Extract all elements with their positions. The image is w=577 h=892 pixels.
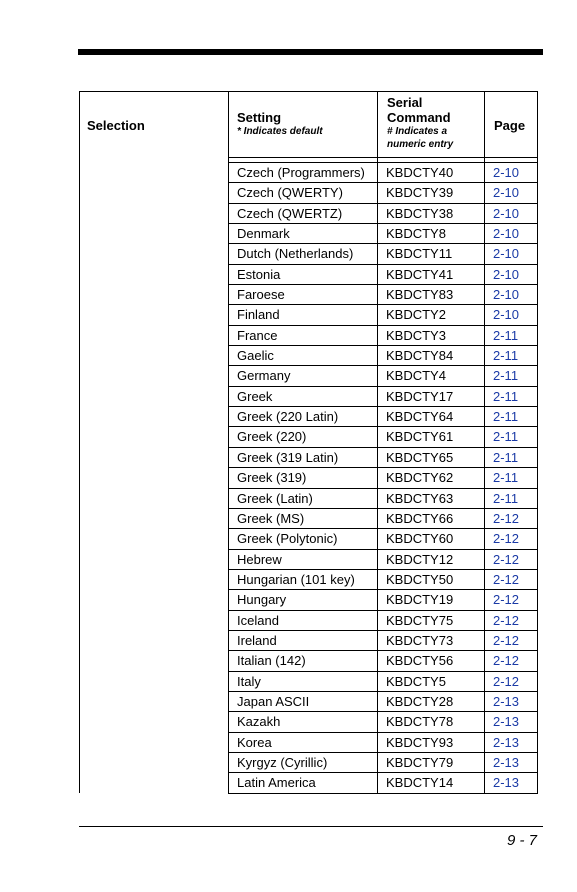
header-serial-note-line1: # Indicates a <box>387 126 448 137</box>
setting-cell: Korea <box>237 734 272 750</box>
setting-cell: Greek (220 Latin) <box>237 409 339 425</box>
header-setting-label: Setting <box>237 110 282 125</box>
setting-cell: Iceland <box>237 612 279 628</box>
table-row <box>228 672 538 692</box>
page-link[interactable]: 2-12 <box>493 673 520 689</box>
table-row <box>228 631 538 651</box>
page-link[interactable]: 2-11 <box>493 409 519 425</box>
setting-cell: Greek (319) <box>237 470 307 486</box>
page-link[interactable]: 2-10 <box>493 307 520 323</box>
page-number: 9 - 7 <box>506 832 537 849</box>
table-row <box>228 753 538 773</box>
serial-command-cell: KBDCTY79 <box>386 754 454 770</box>
page-link[interactable]: 2-13 <box>493 693 520 709</box>
table-row <box>228 204 538 224</box>
table-row <box>228 468 538 488</box>
table-row <box>228 305 538 325</box>
table-left-border <box>79 91 80 793</box>
page-link[interactable]: 2-11 <box>493 327 519 343</box>
serial-command-cell: KBDCTY78 <box>386 714 454 730</box>
table-row <box>228 326 538 346</box>
table-top-border <box>79 91 538 92</box>
page-link[interactable]: 2-12 <box>493 551 520 567</box>
serial-command-cell: KBDCTY93 <box>386 734 454 750</box>
table-row <box>228 712 538 732</box>
serial-command-cell: KBDCTY50 <box>386 571 454 587</box>
header-setting <box>237 110 323 138</box>
setting-cell: Czech (Programmers) <box>237 165 365 180</box>
setting-cell: Faroese <box>237 287 285 303</box>
page-link[interactable]: 2-10 <box>493 205 520 221</box>
serial-command-cell: KBDCTY11 <box>386 246 453 262</box>
page-link[interactable]: 2-13 <box>493 714 520 730</box>
serial-command-cell: KBDCTY60 <box>386 531 454 547</box>
serial-command-cell: KBDCTY40 <box>386 165 454 180</box>
serial-command-cell: KBDCTY8 <box>386 226 446 242</box>
setting-cell: Ireland <box>237 632 277 648</box>
page-link[interactable]: 2-10 <box>493 226 520 242</box>
serial-command-cell: KBDCTY12 <box>386 551 454 567</box>
page-link[interactable]: 2-11 <box>493 449 519 465</box>
header-page: Page <box>494 118 526 133</box>
table-row <box>228 407 538 427</box>
table-row <box>228 509 538 529</box>
serial-command-cell: KBDCTY2 <box>386 307 446 323</box>
table-row <box>228 244 538 264</box>
serial-command-cell: KBDCTY62 <box>386 470 454 486</box>
setting-cell: Italian (142) <box>237 653 306 669</box>
page-link[interactable]: 2-11 <box>493 388 519 404</box>
setting-cell: Italy <box>237 673 261 689</box>
table-row <box>228 550 538 570</box>
setting-cell: Japan ASCII <box>237 693 310 709</box>
serial-command-cell: KBDCTY63 <box>386 490 454 506</box>
table-row <box>228 570 538 590</box>
header-selection: Selection <box>87 118 145 133</box>
setting-cell: France <box>237 327 278 343</box>
page-link[interactable]: 2-11 <box>493 490 519 506</box>
serial-command-cell: KBDCTY73 <box>386 632 454 648</box>
setting-cell: Kyrgyz (Cyrillic) <box>237 754 328 770</box>
table-row <box>228 692 538 712</box>
page-link[interactable]: 2-12 <box>493 592 520 608</box>
page-link[interactable]: 2-12 <box>493 531 520 547</box>
table-row <box>228 265 538 285</box>
serial-command-cell: KBDCTY41 <box>386 266 454 282</box>
header-serial-note-line2: numeric entry <box>387 139 454 150</box>
table-row <box>228 529 538 549</box>
page-link[interactable]: 2-10 <box>493 266 520 282</box>
keyboard-country-table <box>79 91 538 793</box>
setting-cell: Greek (220) <box>237 429 307 445</box>
table-row <box>228 448 538 468</box>
table-row <box>228 163 538 183</box>
serial-command-cell: KBDCTY4 <box>386 368 446 384</box>
serial-command-cell: KBDCTY19 <box>386 592 454 608</box>
serial-command-cell: KBDCTY61 <box>386 429 454 445</box>
setting-cell: Greek <box>237 388 273 404</box>
page-link[interactable]: 2-11 <box>493 368 519 384</box>
bottom-rule <box>79 826 543 827</box>
serial-command-cell: KBDCTY64 <box>386 409 454 425</box>
setting-cell: Estonia <box>237 266 281 282</box>
header-serial-line2: Command <box>387 110 451 125</box>
setting-cell: Dutch (Netherlands) <box>237 246 354 262</box>
page-link[interactable]: 2-12 <box>493 653 520 669</box>
serial-command-cell: KBDCTY66 <box>386 510 454 526</box>
header-setting-note: * Indicates default <box>237 126 323 137</box>
serial-command-cell: KBDCTY14 <box>386 775 454 791</box>
header-serial-command <box>387 95 453 151</box>
setting-cell: Hebrew <box>237 551 282 567</box>
page-link[interactable]: 2-13 <box>493 754 520 770</box>
serial-command-cell: KBDCTY56 <box>386 653 454 669</box>
table-row <box>228 366 538 386</box>
serial-command-cell: KBDCTY39 <box>386 185 454 201</box>
page-link[interactable]: 2-12 <box>493 632 520 648</box>
setting-cell: Czech (QWERTY) <box>237 185 343 201</box>
table-row <box>228 285 538 305</box>
serial-command-cell: KBDCTY83 <box>386 287 454 303</box>
table-row <box>228 387 538 407</box>
table-row <box>228 651 538 671</box>
page-link[interactable]: 2-13 <box>493 734 520 750</box>
setting-cell: Latin America <box>237 775 316 791</box>
serial-command-cell: KBDCTY5 <box>386 673 446 689</box>
page-link[interactable]: 2-10 <box>493 165 520 180</box>
page-link[interactable]: 2-13 <box>493 775 520 791</box>
setting-cell: Denmark <box>237 226 290 242</box>
table-row <box>228 773 538 793</box>
setting-cell: Kazakh <box>237 714 281 730</box>
setting-cell: Greek (Latin) <box>237 490 313 506</box>
page-link[interactable]: 2-12 <box>493 571 520 587</box>
setting-cell: Greek (319 Latin) <box>237 449 339 465</box>
setting-cell: Greek (Polytonic) <box>237 531 338 547</box>
setting-cell: Germany <box>237 368 291 384</box>
table-row <box>228 183 538 203</box>
serial-command-cell: KBDCTY65 <box>386 449 454 465</box>
header-serial-line1: Serial <box>387 95 423 110</box>
table-row <box>228 733 538 753</box>
table-row <box>228 346 538 366</box>
setting-cell: Finland <box>237 307 280 323</box>
table-row <box>228 611 538 631</box>
setting-cell: Czech (QWERTZ) <box>237 205 343 221</box>
table-row <box>228 427 538 447</box>
page-link[interactable]: 2-11 <box>493 348 519 364</box>
top-rule <box>78 49 543 55</box>
page-link[interactable]: 2-11 <box>493 429 519 445</box>
setting-cell: Greek (MS) <box>237 510 305 526</box>
serial-command-cell: KBDCTY38 <box>386 205 454 221</box>
serial-command-cell: KBDCTY17 <box>386 388 454 404</box>
setting-cell: Hungarian (101 key) <box>237 571 355 587</box>
serial-command-cell: KBDCTY84 <box>386 348 454 364</box>
serial-command-cell: KBDCTY28 <box>386 693 454 709</box>
serial-command-cell: KBDCTY3 <box>386 327 446 343</box>
setting-cell: Gaelic <box>237 348 274 364</box>
page-link[interactable]: 2-10 <box>493 185 520 201</box>
table-row <box>228 590 538 610</box>
table-row <box>228 489 538 509</box>
page-link[interactable]: 2-12 <box>493 510 520 526</box>
header-rule-upper <box>228 157 538 158</box>
setting-cell: Hungary <box>237 592 287 608</box>
table-body <box>228 163 538 794</box>
serial-command-cell: KBDCTY75 <box>386 612 454 628</box>
page-link[interactable]: 2-10 <box>493 246 520 262</box>
page-link[interactable]: 2-11 <box>493 470 519 486</box>
table-row <box>228 224 538 244</box>
page-link[interactable]: 2-10 <box>493 287 520 303</box>
page-link[interactable]: 2-12 <box>493 612 520 628</box>
